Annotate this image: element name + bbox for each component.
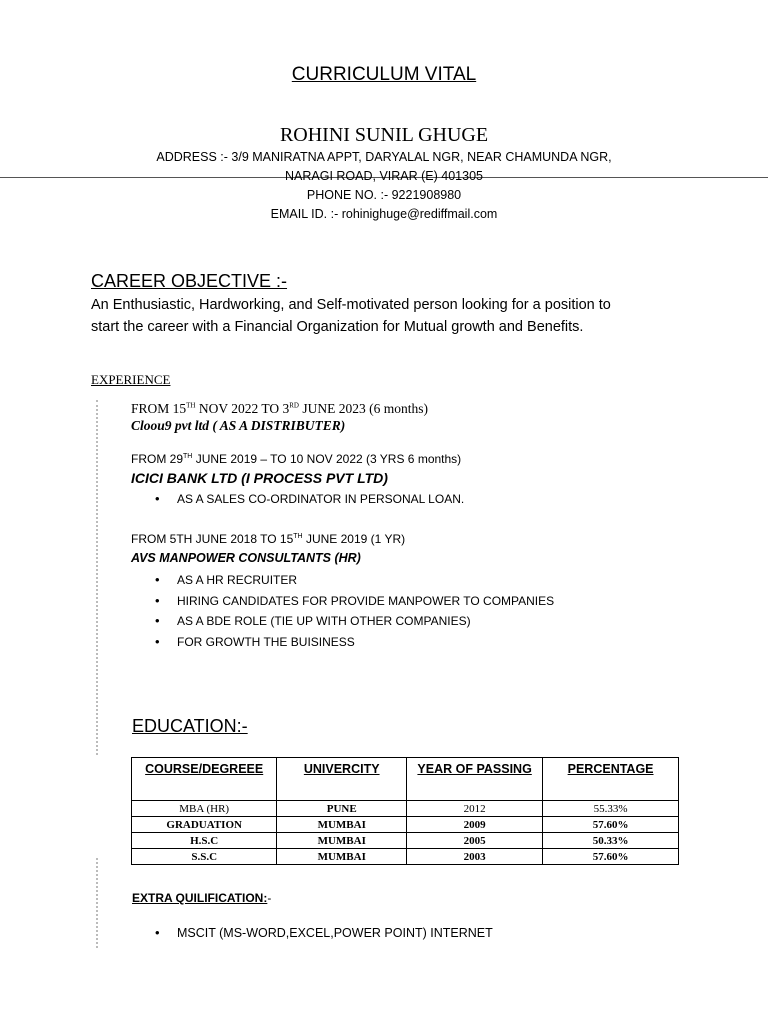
candidate-name: ROHINI SUNIL GHUGE [279,124,489,146]
column-header: COURSE/DEGREEE [132,758,277,801]
column-header: PERCENTAGE [543,758,679,801]
table-cell: 2003 [407,849,543,865]
list-item: • AS A HR RECRUITER [155,570,554,591]
objective-heading: CAREER OBJECTIVE :- [91,271,288,291]
table-row [132,833,679,849]
table-cell: 2009 [407,817,543,833]
job-3-duties [155,570,554,652]
dotted-margin-line-2 [96,858,98,948]
extra-qualification-heading: EXTRA QUILIFICATION:- [132,891,272,905]
list-item: • MSCIT (MS-WORD,EXCEL,POWER POINT) INTERNET [155,923,493,944]
table-cell: 50.33% [543,833,679,849]
table-cell: H.S.C [132,833,277,849]
table-cell: 2012 [407,801,543,817]
table-cell: MUMBAI [277,817,407,833]
objective-line-1: An Enthusiastic, Hardworking, and Self-motivated person looking for a position to [91,297,611,313]
table-cell: 2005 [407,833,543,849]
job-3-dates: FROM 5TH JUNE 2018 TO 15TH JUNE 2019 (1 YR) [131,532,406,546]
table-row [132,849,679,865]
table-row [132,817,679,833]
column-header: YEAR OF PASSING [407,758,543,801]
education-heading: EDUCATION:- [132,716,248,736]
phone-number: PHONE NO. :- 9221908980 [306,188,462,202]
email-address: EMAIL ID. :- rohinighuge@rediffmail.com [270,207,498,221]
table-row [132,801,679,817]
list-item: • HIRING CANDIDATES FOR PROVIDE MANPOWER TO COMPANIES [155,591,554,612]
education-table [131,757,679,865]
job-1-company: Cloou9 pvt ltd ( AS A DISTRIBUTER) [131,418,346,433]
list-item: • AS A BDE ROLE (TIE UP WITH OTHER COMPANIES) [155,611,554,632]
column-header: UNIVERCITY [277,758,407,801]
table-cell: PUNE [277,801,407,817]
table-cell: MUMBAI [277,849,407,865]
address-line-2: NARAGI ROAD, VIRAR (E) 401305 [285,169,483,183]
list-item: • FOR GROWTH THE BUISINESS [155,632,554,653]
table-cell: GRADUATION [132,817,277,833]
table-cell: MBA (HR) [132,801,277,817]
extra-qualification-list [155,923,493,944]
dotted-margin-line [96,400,98,755]
job-2-company: ICICI BANK LTD (I PROCESS PVT LTD) [131,470,388,486]
table-cell: 57.60% [543,849,679,865]
experience-heading: EXPERIENCE [91,372,171,387]
document-title: CURRICULUM VITAL [291,64,477,85]
list-item: • AS A SALES CO-ORDINATOR IN PERSONAL LOAN. [155,489,464,510]
job-2-dates: FROM 29TH JUNE 2019 – TO 10 NOV 2022 (3 YRS 6 months) [131,452,462,466]
table-cell: 57.60% [543,817,679,833]
address-line-1: ADDRESS :- 3/9 MANIRATNA APPT, DARYALAL NGR, NEAR CHAMUNDA NGR, [156,150,612,164]
job-1-dates: FROM 15TH NOV 2022 TO 3RD JUNE 2023 (6 months) [131,401,428,416]
objective-line-2: start the career with a Financial Organization for Mutual growth and Benefits. [91,319,584,335]
table-cell: 55.33% [543,801,679,817]
table-cell: S.S.C [132,849,277,865]
table-cell: MUMBAI [277,833,407,849]
job-2-duties [155,489,464,510]
job-3-company: AVS MANPOWER CONSULTANTS (HR) [131,551,361,565]
table-header-row [132,758,679,801]
